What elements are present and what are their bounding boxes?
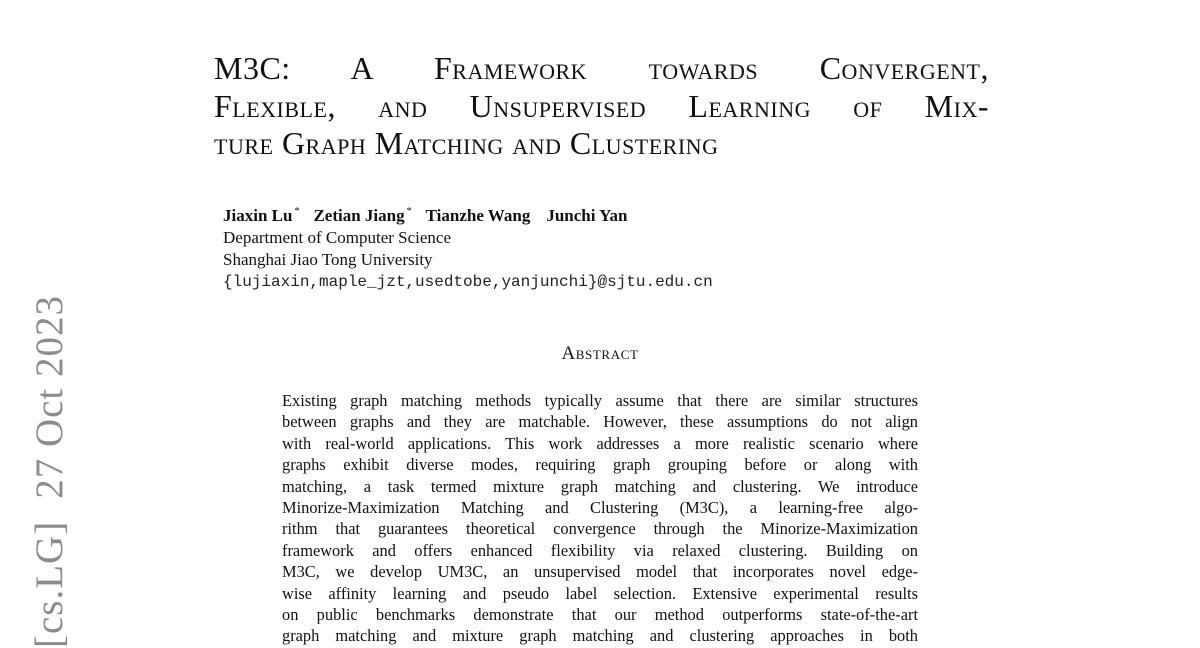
paper-title — [214, 50, 989, 163]
author-mark: * — [406, 206, 412, 217]
abstract-text — [282, 390, 918, 647]
author — [426, 206, 533, 225]
abstract-line: wise affinity learning and pseudo label selection. Extensive experimental results — [282, 583, 918, 603]
abstract-line: between graphs and they are matchable. However, these assumptions do not align — [282, 412, 918, 432]
author-name: Zetian Jiang — [313, 205, 405, 225]
author-block — [223, 201, 713, 293]
abstract-heading: Abstract — [561, 343, 639, 364]
author-mark: * — [294, 206, 300, 217]
abstract-line: Existing graph matching methods typically assume that there are similar structures — [282, 391, 918, 410]
author — [223, 206, 299, 225]
author-emails: {lujiaxin,maple_jzt,usedtobe,yanjunchi}@sjtu.edu.cn — [223, 272, 713, 291]
author-name: Jiaxin Lu — [223, 205, 293, 225]
author — [313, 206, 411, 225]
author-list — [223, 201, 713, 227]
abstract-line: framework and offers enhanced flexibility via relaxed clustering. Building on — [282, 540, 918, 560]
abstract-line: with real-world applications. This work addresses a more realistic scenario where — [282, 433, 918, 453]
title-line: M3C: A Framework towards Convergent, — [214, 50, 989, 86]
university: Shanghai Jiao Tong University — [223, 249, 433, 269]
author — [546, 206, 629, 225]
arxiv-date: 27 Oct 2023 — [28, 294, 71, 499]
department: Department of Computer Science — [223, 227, 452, 247]
title-line: Flexible, and Unsupervised Learning of Mix- — [214, 87, 989, 124]
abstract-line: Minorize-Maximization Matching and Clustering (M3C), a learning-free algo- — [282, 497, 918, 517]
title-line: ture Graph Matching and Clustering — [214, 125, 719, 161]
author-name: Tianzhe Wang — [425, 205, 531, 225]
abstract-line: matching, a task termed mixture graph matching and clustering. We introduce — [282, 476, 918, 496]
abstract-line: M3C, we develop UM3C, an unsupervised model that incorporates novel edge- — [282, 562, 918, 582]
abstract-line: graph matching and mixture graph matching and clustering approaches in both — [282, 626, 918, 646]
abstract-line: graphs exhibit diverse modes, requiring graph grouping before or along with — [282, 455, 918, 475]
abstract-line: rithm that guarantees theoretical convergence through the Minorize-Maximization — [282, 519, 918, 539]
author-name: Junchi Yan — [546, 205, 628, 225]
abstract-line: on public benchmarks demonstrate that our method outperforms state-of-the-art — [282, 604, 918, 624]
arxiv-category: [cs.LG] — [28, 520, 71, 648]
